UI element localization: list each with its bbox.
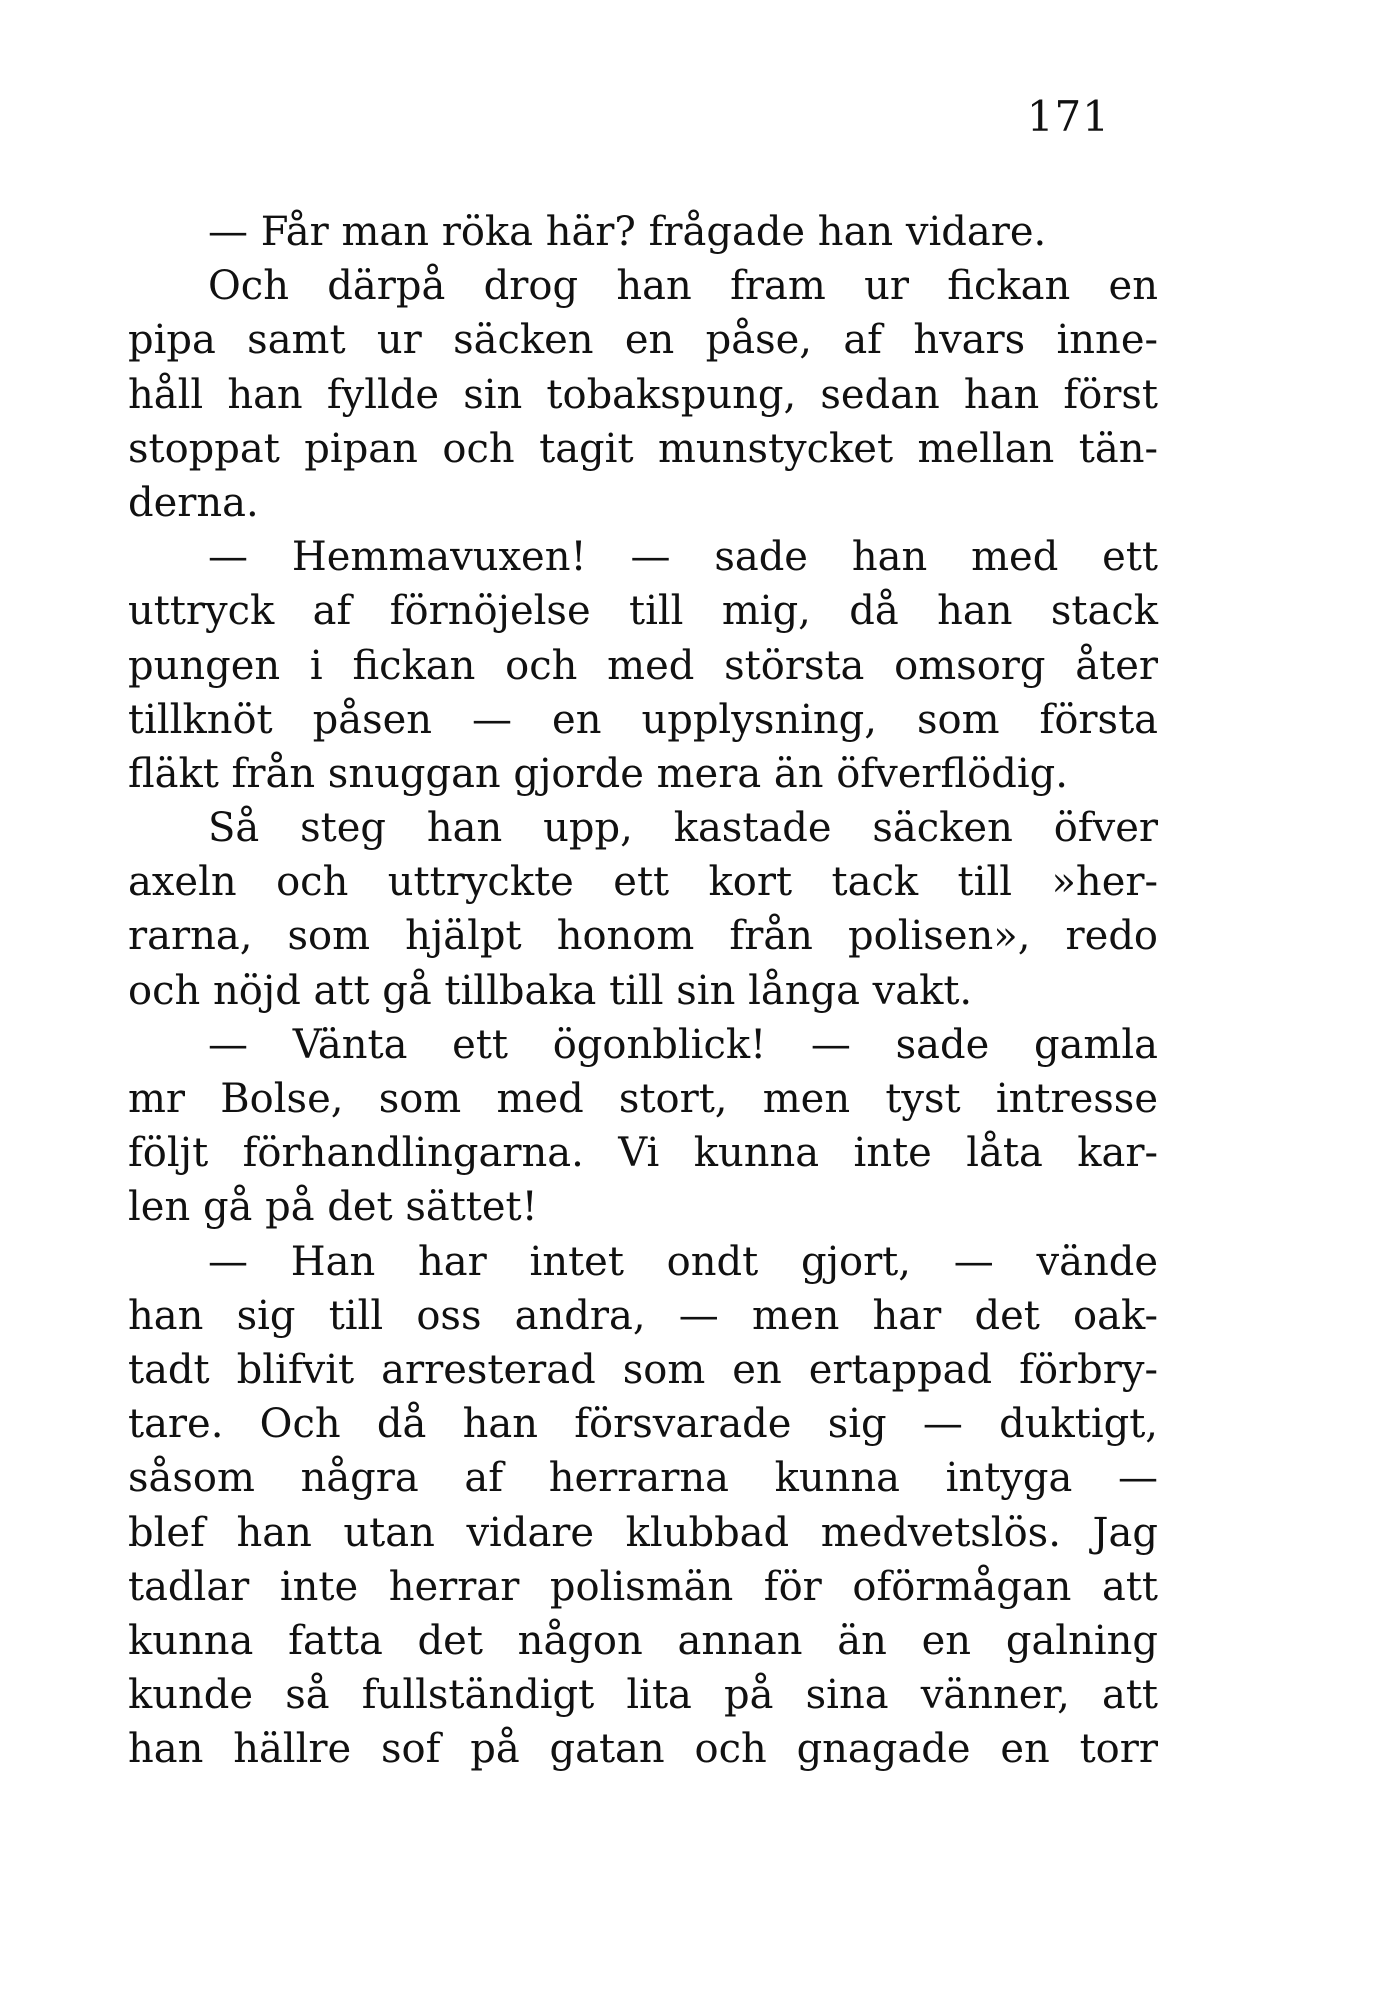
text-line: tare. Och då han försvarade sig — duktigt, [128, 1401, 1158, 1448]
text-line: uttryck af förnöjelse till mig, då han stack [128, 588, 1158, 635]
text-line: axeln och uttryckte ett kort tack till »her- [128, 859, 1158, 906]
text-line: han hällre sof på gatan och gnagade en torr [128, 1726, 1158, 1773]
text-line: — Får man röka här? frågade han vidare. [208, 209, 1047, 255]
text-line: len gå på det sättet! [128, 1184, 538, 1231]
text-line: — Han har intet ondt gjort, — vände [208, 1238, 1158, 1285]
text-line: — Hemmavuxen! — sade han med ett [208, 534, 1158, 581]
text-line: fläkt från snuggan gjorde mera än öfverflödig. [128, 750, 1068, 797]
page-number: 171 [1026, 92, 1110, 141]
text-line: rarna, som hjälpt honom från polisen», redo [128, 913, 1158, 960]
text-line: kunde så fullständigt lita på sina vänner, att [128, 1672, 1158, 1719]
text-line: kunna fatta det någon annan än en galning [128, 1617, 1158, 1664]
text-line: pipa samt ur säcken en påse, af hvars inne- [128, 317, 1158, 364]
text-line: mr Bolse, som med stort, men tyst intresse [128, 1076, 1158, 1122]
text-line: han sig till oss andra, — men har det oak- [128, 1292, 1158, 1339]
text-line: såsom några af herrarna kunna intyga — [128, 1455, 1158, 1502]
text-line: tadlar inte herrar polismän för oförmågan att [128, 1563, 1158, 1610]
text-line: blef han utan vidare klubbad medvetslös. Jag [128, 1509, 1158, 1556]
text-line: stoppat pipan och tagit munstycket mellan tän- [128, 425, 1158, 472]
text-line: derna. [128, 479, 259, 526]
text-line: — Vänta ett ögonblick! — sade gamla [208, 1021, 1158, 1068]
body-text [128, 205, 1158, 1776]
text-line: tillknöt påsen — en upplysning, som första [128, 696, 1158, 743]
text-line: och nöjd att gå tillbaka till sin långa vakt. [128, 967, 973, 1014]
text-line: pungen i fickan och med största omsorg åter [128, 642, 1158, 689]
text-line: Så steg han upp, kastade säcken öfver [208, 805, 1158, 852]
text-line: följt förhandlingarna. Vi kunna inte låta kar- [128, 1130, 1158, 1177]
text-line: Och därpå drog han fram ur fickan en [208, 263, 1158, 310]
text-line: tadt blifvit arresterad som en ertappad förbry- [128, 1346, 1158, 1393]
text-line: håll han fyllde sin tobakspung, sedan han först [128, 371, 1158, 418]
